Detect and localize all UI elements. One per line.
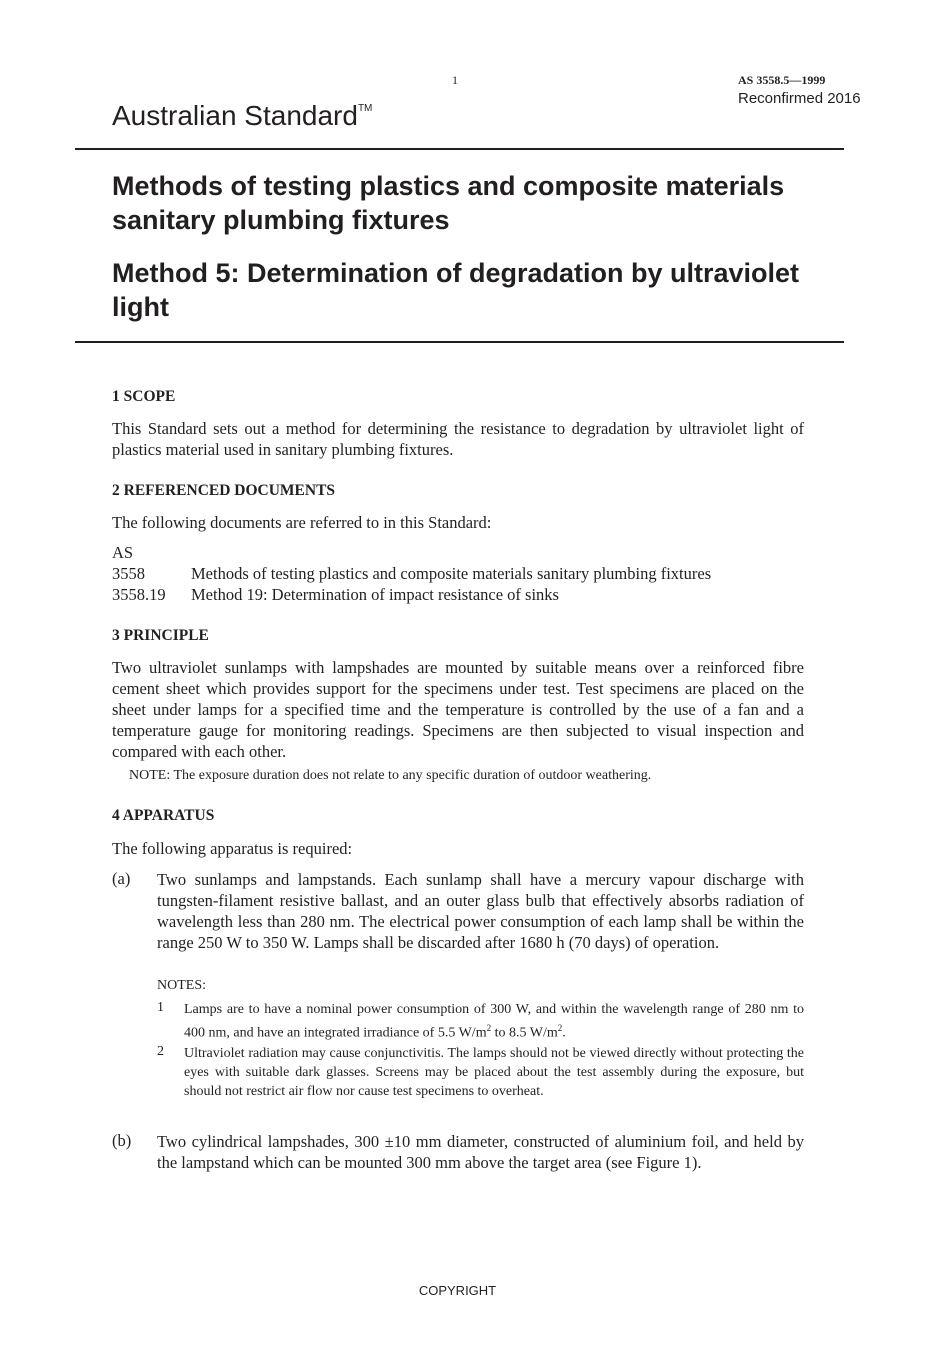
apparatus-heading: 4 APPARATUS (112, 807, 215, 824)
standard-code: AS 3558.5—1999 (738, 73, 826, 87)
brand-title (112, 100, 372, 132)
reference-title: Methods of testing plastics and composite materials sanitary plumbing fixtures (191, 564, 712, 583)
principle-text: Two ultraviolet sunlamps with lampshades are mounted by suitable means over a reinforced fibre cement sheet which provides support for the specimens under test. Test specimens are placed on the sheet under lamps for a specified time and the temperature is controlled by the use of a fan and a temperature gauge for monitoring readings. Specimens are then subjected to visual inspection and compared with each other. (112, 658, 804, 761)
top-rule (75, 148, 844, 150)
superscript: 2 (557, 1023, 563, 1033)
document-title: Methods of testing plastics and composite materials sanitary plumbing fixtures (112, 171, 785, 235)
reference-code: 3558.19 (112, 585, 166, 604)
note-1-end: . (562, 1025, 566, 1041)
references-heading: 2 REFERENCED DOCUMENTS (112, 482, 336, 499)
scope-heading: 1 SCOPE (112, 388, 176, 405)
notes-label: NOTES: (157, 978, 206, 993)
scope-text: This Standard sets out a method for determining the resistance to degradation by ultraviolet light of plastics material used in sanitary plumbing fixtures. (112, 419, 804, 459)
apparatus-intro: The following apparatus is required: (112, 839, 353, 858)
reference-code: 3558 (112, 564, 145, 583)
note-1-text (184, 1000, 804, 1043)
note-2-text: Ultraviolet radiation may cause conjunctivitis. The lamps should not be viewed directly without protecting the eyes with suitable dark glasses. Screens may be placed about the test assembly during the exposure, but should not restrict air flow nor cause test specimens to overheat. (184, 1046, 804, 1099)
apparatus-item-b: Two cylindrical lampshades, 300 ±10 mm diameter, constructed of aluminium foil, and held by the lampstand which can be mounted 300 mm above the target area (see Figure 1). (157, 1132, 804, 1172)
method-title: Method 5: Determination of degradation by ultraviolet light (112, 258, 800, 322)
apparatus-item-a: Two sunlamps and lampstands. Each sunlamp shall have a mercury vapour discharge with tungsten-filament resistive ballast, and an outer glass bulb that effectively absorbs radiation of wavelength less than 280 nm. The electrical power consumption of each lamp shall be within the range 250 W to 350 W. Lamps shall be discarded after 1680 h (70 days) of operation. (157, 870, 804, 952)
copyright-footer: COPYRIGHT (418, 1283, 497, 1298)
principle-note: NOTE: The exposure duration does not relate to any specific duration of outdoor weathering. (129, 768, 652, 783)
note-1-mid: to 8.5 W/m (491, 1025, 558, 1041)
reference-title: Method 19: Determination of impact resistance of sinks (191, 585, 559, 604)
superscript: 2 (486, 1023, 492, 1033)
list-label-a: (a) (112, 869, 131, 888)
principle-heading: 3 PRINCIPLE (112, 627, 209, 644)
note-number: 1 (157, 1000, 164, 1015)
bottom-rule (75, 341, 844, 343)
page-number: 1 (452, 73, 458, 87)
trademark-mark: TM (357, 102, 373, 114)
brand-text: Australian Standard (112, 100, 358, 131)
references-intro: The following documents are referred to in this Standard: (112, 513, 492, 532)
note-number: 2 (157, 1044, 164, 1059)
reconfirmed-label: Reconfirmed 2016 (738, 90, 861, 107)
list-label-b: (b) (112, 1131, 132, 1150)
note-1-body: Lamps are to have a nominal power consumption of 300 W, and within the wavelength range of 280 nm to 400 nm, and have an integrated irradiance of 5.5 W/m (184, 1002, 804, 1041)
references-group: AS (112, 543, 134, 562)
